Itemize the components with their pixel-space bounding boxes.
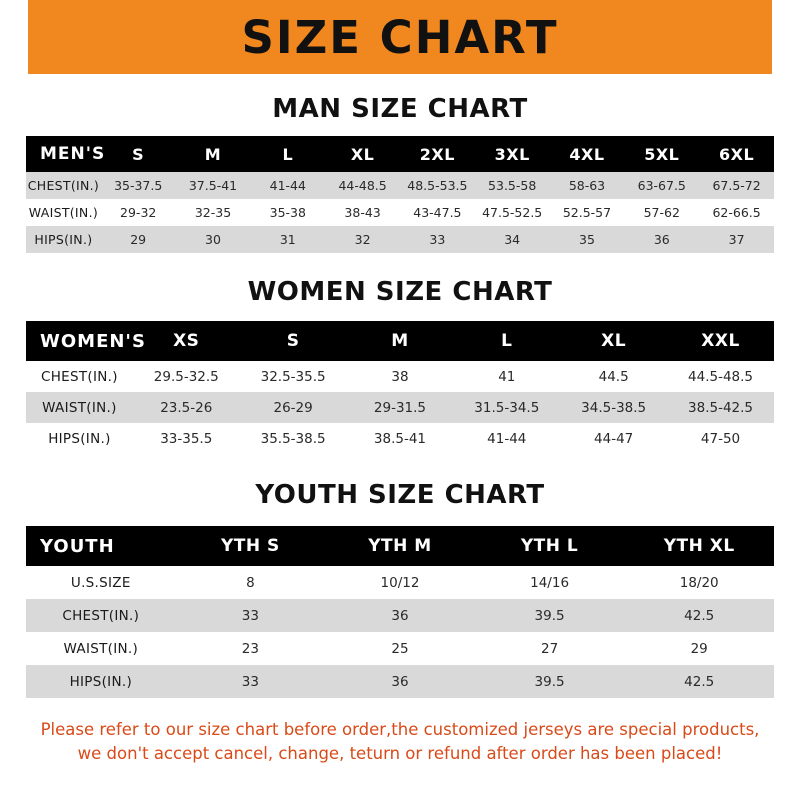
column-header: L [282, 144, 294, 164]
row-label: CHEST(IN.) [62, 607, 140, 624]
table-cell: 10/12 [380, 574, 420, 591]
column-header: YTH S [220, 536, 280, 556]
row-label: HIPS(IN.) [34, 232, 93, 247]
table-cell: 8 [246, 574, 255, 591]
table-header-row [26, 136, 774, 172]
table-cell: 26-29 [273, 399, 313, 416]
header-band [0, 0, 800, 74]
column-header: XS [173, 331, 200, 351]
youth-size-table [26, 526, 774, 698]
table-cell: 57-62 [643, 205, 680, 220]
table-cell: 58-63 [568, 178, 606, 193]
row-label: HIPS(IN.) [69, 673, 133, 690]
table-cell: 34.5-38.5 [581, 399, 647, 416]
header-left-spacer [0, 0, 28, 74]
table-cell: 31 [279, 232, 296, 247]
table-cell: 44-48.5 [338, 178, 387, 193]
column-header: 3XL [494, 144, 530, 164]
column-header: 6XL [719, 144, 755, 164]
women-section-title: WOMEN SIZE CHART [247, 277, 553, 307]
table-row [26, 423, 774, 454]
table-cell: 29 [130, 232, 147, 247]
table-cell: 23 [241, 640, 259, 657]
column-header: YTH M [368, 536, 432, 556]
man-size-table [26, 136, 774, 253]
table-cell: 29 [690, 640, 708, 657]
table-cell: 14/16 [530, 574, 570, 591]
table-cell: 39.5 [534, 607, 565, 624]
table-cell: 53.5-58 [488, 178, 537, 193]
row-label: CHEST(IN.) [41, 368, 118, 385]
women-size-table [26, 321, 774, 454]
table-cell: 67.5-72 [712, 178, 761, 193]
table-cell: 31.5-34.5 [474, 399, 540, 416]
row-label: WAIST(IN.) [63, 640, 139, 657]
column-header: 2XL [419, 144, 455, 164]
youth-section-title: YOUTH SIZE CHART [255, 480, 545, 510]
column-header: S [286, 331, 300, 351]
table-cell: 39.5 [534, 673, 565, 690]
table-cell: 42.5 [684, 607, 715, 624]
table-cell: 47-50 [700, 430, 741, 447]
table-cell: 62-66.5 [712, 205, 761, 220]
table-cell: 41-44 [269, 178, 306, 193]
table-cell: 29.5-32.5 [153, 368, 219, 385]
table-cell: 47.5-52.5 [482, 205, 543, 220]
content [0, 94, 800, 766]
man-section-title: MAN SIZE CHART [272, 94, 528, 124]
table-cell: 33 [241, 673, 259, 690]
table-row [26, 172, 774, 199]
table-cell: 29-32 [120, 205, 157, 220]
column-header: 5XL [644, 144, 680, 164]
table-cell: 63-67.5 [637, 178, 686, 193]
table-cell: 18/20 [679, 574, 719, 591]
column-header: 4XL [569, 144, 605, 164]
header-right-spacer [772, 0, 800, 74]
table-cell: 44.5-48.5 [688, 368, 754, 385]
table-cell: 35.5-38.5 [260, 430, 326, 447]
column-header: WOMEN'S [40, 330, 146, 352]
table-cell: 43-47.5 [413, 205, 462, 220]
table-row [26, 199, 774, 226]
column-header: M [391, 331, 409, 351]
table-cell: 32-35 [194, 205, 232, 220]
footer-line-1: Please refer to our size chart before order,the customized jerseys are special products, [40, 720, 760, 739]
table-row [26, 665, 774, 698]
row-label: WAIST(IN.) [28, 205, 99, 220]
column-header: XL [350, 144, 375, 164]
table-cell: 32 [354, 232, 371, 247]
table-cell: 35-38 [269, 205, 306, 220]
table-cell: 36 [653, 232, 670, 247]
table-row [26, 632, 774, 665]
table-cell: 37 [728, 232, 745, 247]
table-cell: 38-43 [344, 205, 381, 220]
table-cell: 38.5-42.5 [688, 399, 754, 416]
table-row [26, 226, 774, 253]
table-cell: 36 [391, 607, 409, 624]
column-header: MEN'S [40, 144, 106, 164]
table-cell: 34 [504, 232, 521, 247]
row-label: U.S.SIZE [70, 574, 131, 591]
table-cell: 33-35.5 [160, 430, 213, 447]
table-cell: 32.5-35.5 [260, 368, 326, 385]
table-cell: 30 [205, 232, 221, 247]
column-header: XXL [701, 331, 740, 351]
footer-note [26, 718, 774, 766]
column-header: XL [601, 331, 627, 351]
footer-line-2: we don't accept cancel, change, teturn or refund after order has been placed! [77, 743, 723, 763]
table-row [26, 566, 774, 599]
table-cell: 42.5 [684, 673, 715, 690]
table-cell: 23.5-26 [160, 399, 213, 416]
table-cell: 33 [429, 232, 446, 247]
table-row [26, 599, 774, 632]
table-cell: 38.5-41 [373, 430, 426, 447]
table-header-row [26, 526, 774, 566]
page-title: SIZE CHART [241, 10, 559, 64]
table-row [26, 361, 774, 392]
row-label: WAIST(IN.) [42, 399, 117, 416]
table-cell: 35-37.5 [114, 178, 163, 193]
column-header: YTH L [520, 536, 579, 556]
column-header: L [501, 331, 513, 351]
column-header: S [132, 144, 145, 164]
table-cell: 41-44 [487, 430, 527, 447]
table-cell: 44-47 [594, 430, 634, 447]
row-label: HIPS(IN.) [48, 430, 111, 447]
table-cell: 33 [241, 607, 259, 624]
table-cell: 36 [391, 673, 409, 690]
column-header: YOUTH [40, 535, 115, 557]
table-cell: 48.5-53.5 [407, 178, 468, 193]
table-header-row [26, 321, 774, 361]
column-header: YTH XL [663, 536, 735, 556]
column-header: M [204, 144, 222, 164]
table-row [26, 392, 774, 423]
table-cell: 29-31.5 [373, 399, 426, 416]
table-cell: 38 [391, 368, 409, 385]
table-cell: 44.5 [598, 368, 629, 385]
table-cell: 41 [498, 368, 516, 385]
table-cell: 37.5-41 [188, 178, 238, 193]
table-cell: 25 [391, 640, 409, 657]
row-label: CHEST(IN.) [27, 178, 100, 193]
table-cell: 27 [540, 640, 559, 657]
table-cell: 52.5-57 [562, 205, 612, 220]
table-cell: 35 [579, 232, 595, 247]
